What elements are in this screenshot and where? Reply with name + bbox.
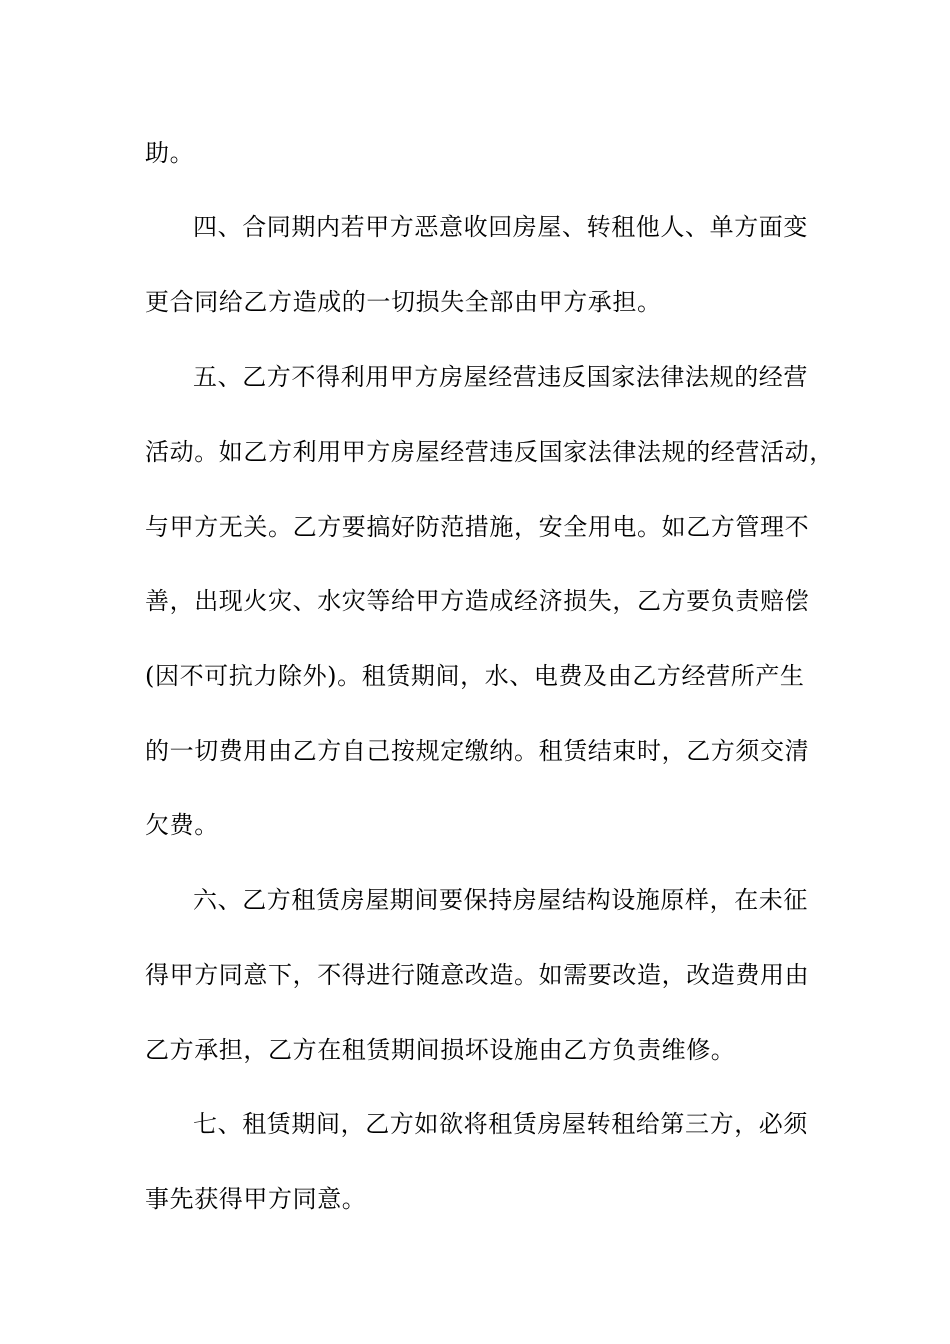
- text-line: 与甲方无关。乙方要搞好防范措施，安全用电。如乙方管理不: [145, 513, 810, 541]
- clause-6-line: 六、乙方租赁房屋期间要保持房屋结构设施原样，在未征: [193, 886, 808, 914]
- text-line: 的一切费用由乙方自己按规定缴纳。租赁结束时，乙方须交清: [145, 737, 810, 765]
- text-line: 善，出现火灾、水灾等给甲方造成经济损失，乙方要负责赔偿: [145, 587, 810, 615]
- text-line: 欠费。: [145, 811, 219, 839]
- text-line: (因不可抗力除外)。租赁期间，水、电费及由乙方经营所产生: [145, 662, 805, 690]
- text-line: 得甲方同意下，不得进行随意改造。如需要改造，改造费用由: [145, 961, 810, 989]
- text-line: 更合同给乙方造成的一切损失全部由甲方承担。: [145, 288, 662, 316]
- text-line: 活动。如乙方利用甲方房屋经营违反国家法律法规的经营活动，: [145, 438, 834, 466]
- text-line: 助。: [145, 139, 195, 167]
- clause-4-line: 四、合同期内若甲方恶意收回房屋、转租他人、单方面变: [193, 213, 808, 241]
- clause-7-line: 七、租赁期间，乙方如欲将租赁房屋转租给第三方，必须: [193, 1110, 808, 1138]
- text-line: 事先获得甲方同意。: [145, 1185, 367, 1213]
- text-line: 乙方承担，乙方在租赁期间损坏设施由乙方负责维修。: [145, 1036, 736, 1064]
- clause-5-line: 五、乙方不得利用甲方房屋经营违反国家法律法规的经营: [193, 363, 808, 391]
